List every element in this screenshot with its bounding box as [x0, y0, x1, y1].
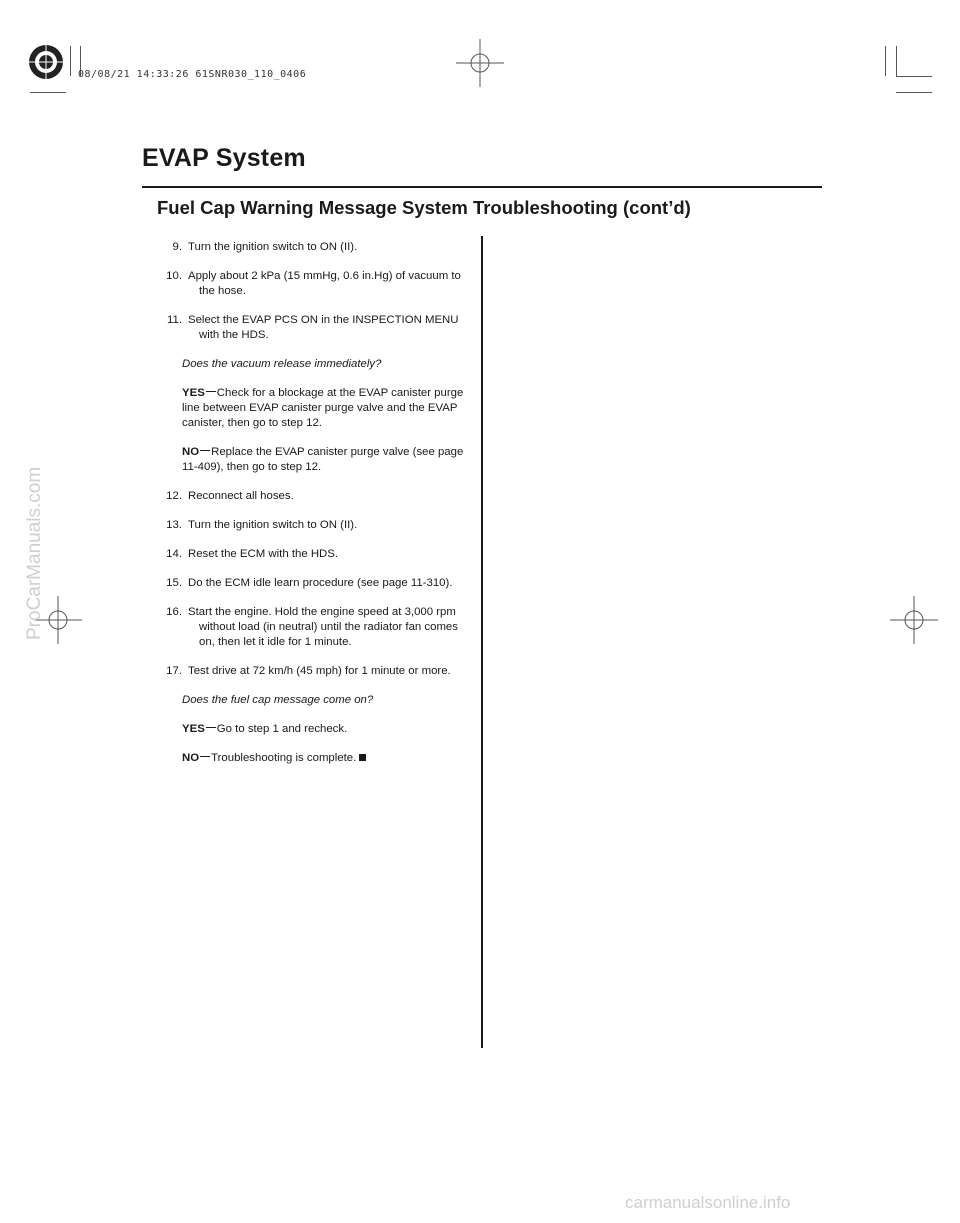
title-rule: [142, 186, 822, 188]
procedure-step: [160, 269, 475, 299]
crop-mark: [885, 46, 886, 76]
step-number: 11.: [167, 314, 182, 326]
dash-icon: [200, 756, 210, 757]
answer-label: YES: [182, 387, 205, 399]
answer-label: NO: [182, 446, 200, 458]
dash-icon: [200, 450, 210, 451]
procedure-step: [160, 518, 475, 533]
step-number: 13.: [166, 519, 182, 531]
answer-text: Troubleshooting is complete.: [211, 752, 357, 764]
print-timestamp: 08/08/21 14:33:26 61SNR030_110_0406: [78, 69, 307, 80]
step-number: 10.: [166, 270, 182, 282]
procedure-step: [160, 489, 475, 504]
question-text: Does the vacuum release immediately?: [182, 358, 382, 370]
procedure-step: [160, 576, 475, 591]
procedure-step: [160, 547, 475, 562]
step-text: Apply about 2 kPa (15 mmHg, 0.6 in.Hg) of vacuum to the hose.: [188, 270, 461, 297]
answer-label: NO: [182, 752, 200, 764]
answer-no: [160, 445, 475, 475]
crop-mark: [30, 92, 66, 93]
step-number: 16.: [166, 606, 182, 618]
procedure-steps: [160, 240, 475, 780]
procedure-step: [160, 313, 475, 343]
procedure-step: [160, 240, 475, 255]
step-text: Reconnect all hoses.: [188, 490, 294, 502]
column-divider: [481, 236, 483, 1048]
step-number: 17.: [166, 665, 182, 677]
step-text: Start the engine. Hold the engine speed at 3,000 rpm without load (in neutral) until the radiator fan comes on, then let it idle for 1 minute.: [188, 606, 458, 648]
answer-text: Go to step 1 and recheck.: [216, 723, 348, 735]
registration-target-icon: [28, 44, 64, 80]
step-text: Turn the ignition switch to ON (II).: [188, 519, 358, 531]
crop-mark: [896, 92, 932, 93]
crop-mark: [896, 76, 932, 77]
crop-mark: [70, 46, 71, 76]
step-number: 14.: [166, 548, 182, 560]
procedure-step: [160, 664, 475, 679]
crop-mark: [896, 46, 897, 76]
dash-icon: [206, 727, 216, 728]
footer-watermark: carmanualsonline.info: [625, 1193, 791, 1212]
step-text: Select the EVAP PCS ON in the INSPECTION MENU with the HDS.: [188, 314, 459, 341]
step-number: 15.: [166, 577, 182, 589]
procedure-step: [160, 605, 475, 650]
answer-text: Check for a blockage at the EVAP canister purge line between EVAP canister purge valve and the EVAP canister, then go to step 12.: [182, 387, 464, 429]
crosshair-icon: [456, 39, 504, 87]
answer-no: [160, 751, 475, 766]
answer-label: YES: [182, 723, 205, 735]
step-number: 9.: [172, 241, 182, 253]
answer-text: Replace the EVAP canister purge valve (see page 11-409), then go to step 12.: [182, 446, 464, 473]
step-text: Turn the ignition switch to ON (II).: [188, 241, 358, 253]
step-text: Test drive at 72 km/h (45 mph) for 1 minute or more.: [188, 665, 451, 677]
answer-yes: [160, 386, 475, 431]
end-of-procedure-icon: [359, 754, 366, 761]
dash-icon: [206, 391, 216, 392]
step-text: Do the ECM idle learn procedure (see page 11-310).: [188, 577, 453, 589]
question-text: Does the fuel cap message come on?: [182, 694, 374, 706]
subsection-title: Fuel Cap Warning Message System Troubleshooting (cont’d): [157, 197, 691, 218]
step-text: Reset the ECM with the HDS.: [188, 548, 339, 560]
crosshair-icon: [890, 596, 938, 644]
step-number: 12.: [166, 490, 182, 502]
side-watermark: ProCarManuals.com: [24, 466, 45, 640]
answer-yes: [160, 722, 475, 737]
section-title: EVAP System: [142, 144, 306, 172]
